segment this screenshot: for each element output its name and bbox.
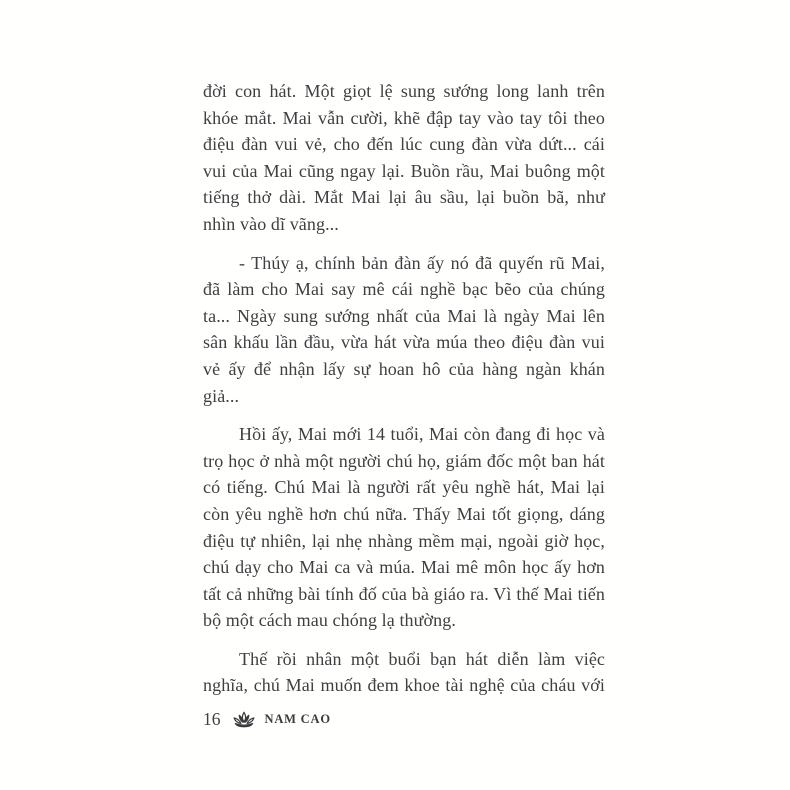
paragraph-2: - Thúy ạ, chính bản đàn ấy nó đã quyến rũ Mai, đã làm cho Mai say mê cái nghề bạc bẽo của chúng ta... Ngày sung sướng nhất của Mai là ngày Mai lên sân khấu lần đầu, vừa hát vừa múa theo điệu đàn vui vẻ ấy để nhận lấy sự hoan hô của hàng ngàn khán giả... <box>203 252 605 406</box>
lotus-icon <box>230 711 258 730</box>
body-text <box>203 78 605 711</box>
page-footer <box>203 706 331 732</box>
paragraph-4: Thế rồi nhân một buổi bạn hát diễn làm việc nghĩa, chú Mai muốn đem khoe tài nghệ của cháu với <box>203 648 605 696</box>
page-number: 16 <box>203 708 221 729</box>
author-name: NAM CAO <box>264 711 331 726</box>
paragraph-3: Hồi ấy, Mai mới 14 tuổi, Mai còn đang đi học và trọ học ở nhà một người chú họ, giám đốc một ban hát có tiếng. Chú Mai là người rất yêu nghề hát, Mai lại còn yêu nghề hơn chú nữa. Thấy Mai tốt giọng, dáng điệu tự nhiên, lại nhẹ nhàng mềm mại, ngoài giờ học, chú dạy cho Mai ca và múa. Mai mê môn học ấy hơn tất cả những bài tính đố của bà giáo ra. Vì thế Mai tiến bộ một cách mau chóng lạ thường. <box>203 424 605 631</box>
paragraph-1: đời con hát. Một giọt lệ sung sướng long lanh trên khóe mắt. Mai vẫn cười, khẽ đập tay vào tay tôi theo điệu đàn vui vẻ, cho đến lúc cung đàn vừa dứt... cái vui của Mai cũng ngay lại. Buồn rầu, Mai buông một tiếng thở dài. Mắt Mai lại âu sầu, lại buồn bã, như nhìn vào dĩ vãng... <box>203 81 605 234</box>
